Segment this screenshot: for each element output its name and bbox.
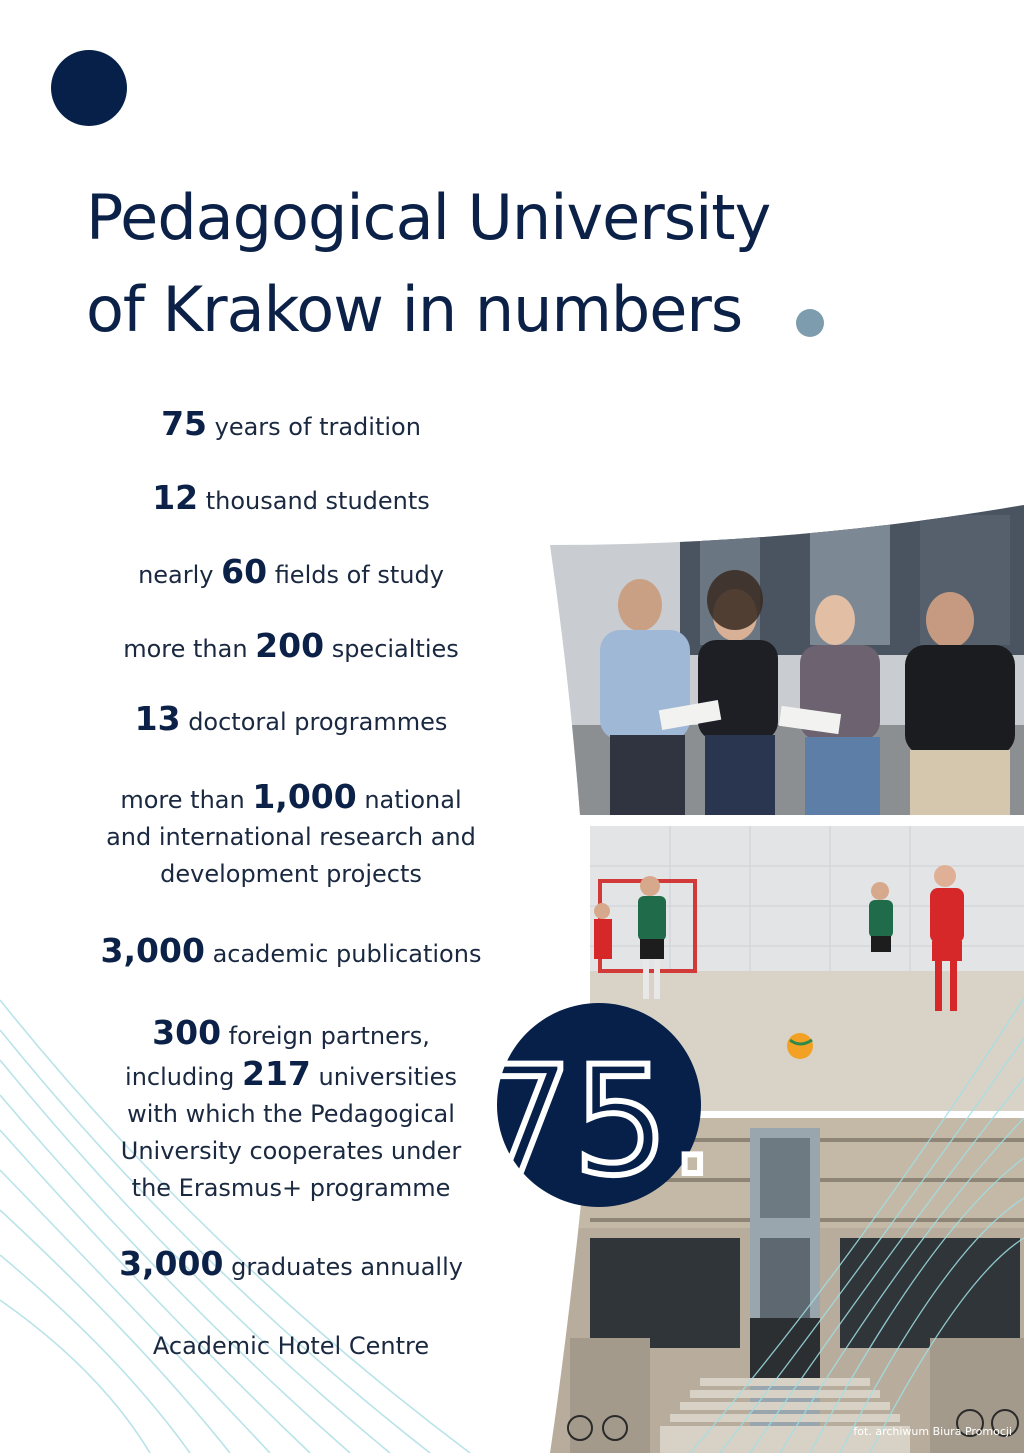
stat-text: and international research and [106,823,476,851]
stat-text: development projects [160,860,422,888]
stat-number: 75 [161,404,207,443]
stat-students [90,479,492,520]
stat-text: the Erasmus+ programme [131,1174,451,1202]
stat-tradition [90,405,492,446]
stat-prefix: more than [123,635,256,663]
photo-credit: fot. archiwum Biura Promocji [853,1425,1012,1438]
stat-number: 3,000 [100,931,205,970]
stat-number: 1,000 [252,777,357,816]
stat-text: specialties [324,635,459,663]
stat-number: 217 [241,1054,311,1093]
stat-text: University cooperates under [120,1137,462,1165]
photo-students [550,505,1024,815]
stat-fields [90,553,492,594]
stat-number: 12 [152,478,199,517]
stat-text: academic publications [204,940,482,968]
stat-text: years of tradition [207,413,421,441]
stat-text: foreign partners, [221,1022,430,1050]
stat-hotel [90,1328,492,1365]
stat-prefix: nearly [138,561,222,589]
anniversary-badge [477,1003,717,1209]
stat-number: 300 [152,1013,222,1052]
page-title [86,172,846,356]
stat-prefix: more than [120,786,253,814]
stat-text: doctoral programmes [180,708,448,736]
stat-text: national [356,786,462,814]
stat-text: fields of study [267,561,444,589]
stat-number: 3,000 [119,1244,224,1283]
title-line-1: Pedagogical University [86,181,771,254]
stat-projects [90,778,492,893]
stat-text: with which the Pedagogical [127,1100,455,1128]
stat-graduates [90,1245,492,1286]
stat-specialties [90,627,492,668]
stat-number: 200 [255,626,325,665]
stat-publications [90,932,492,973]
stat-number: 60 [221,552,268,591]
stat-number: 13 [134,699,181,738]
title-dot [796,309,824,337]
stat-text: graduates annually [223,1253,463,1281]
stat-text: universities [310,1063,457,1091]
badge-text: 75. [477,1035,717,1209]
title-line-2: of Krakow in numbers [86,273,743,346]
stat-text: Academic Hotel Centre [152,1332,430,1360]
stat-doctoral [90,700,492,741]
stat-prefix: including [125,1063,242,1091]
stat-partners [90,1014,492,1207]
stat-text: thousand students [198,487,430,515]
decorative-circle [51,50,127,126]
